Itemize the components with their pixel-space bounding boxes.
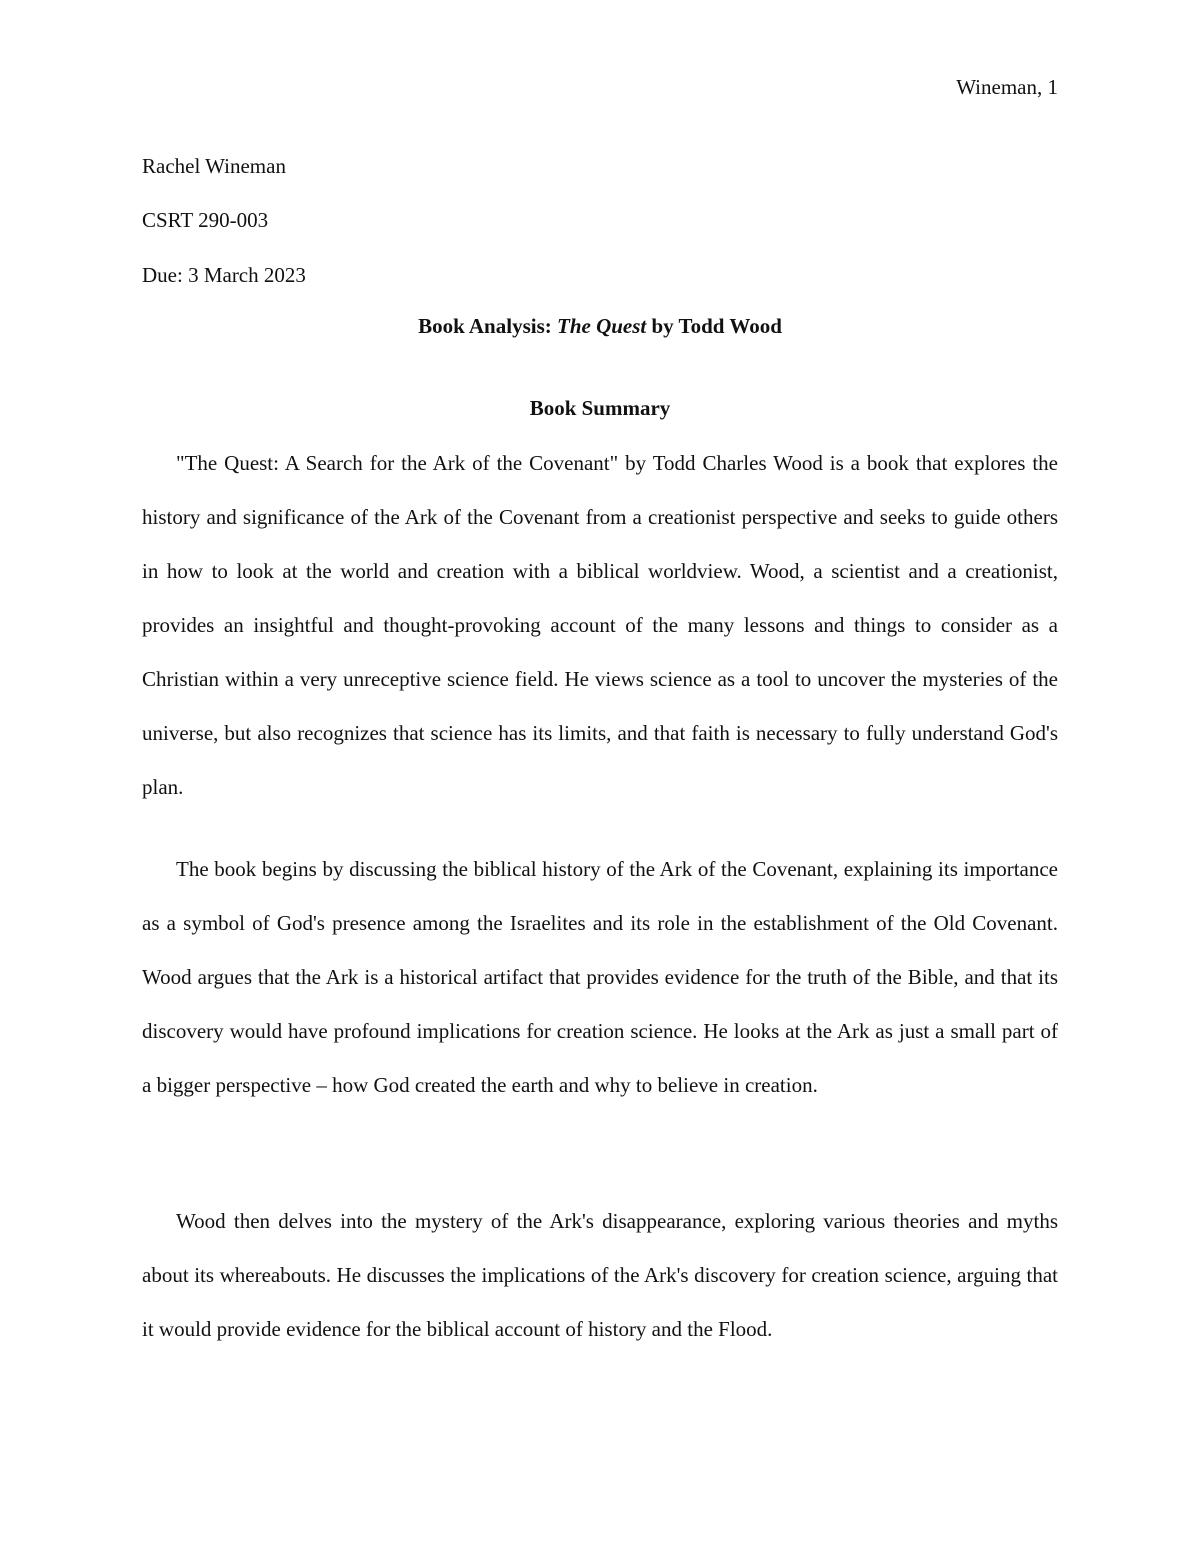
document-title (142, 313, 1058, 339)
due-date: Due: 3 March 2023 (142, 263, 306, 287)
paragraph-2: The book begins by discussing the biblical history of the Ark of the Covenant, explaining its importance as a symbol of God's presence among the Israelites and its role in the establishment of the Old Covenant. Wood argues that the Ark is a historical artifact that provides evidence for the truth of the Bible, and that its discovery would have profound implications for creation science. He looks at the Ark as just a small part of a bigger perspective – how God created the earth and why to believe in creation. (142, 857, 1058, 1097)
title-prefix: Book Analysis: (418, 314, 557, 338)
paragraph-1: "The Quest: A Search for the Ark of the Covenant" by Todd Charles Wood is a book that explores the history and significance of the Ark of the Covenant from a creationist perspective and seeks to guide others in how to look at the world and creation with a biblical worldview. Wood, a scientist and a creationist, provides an insightful and thought-provoking account of the many lessons and things to consider as a Christian within a very unreceptive science field. He views science as a tool to uncover the mysteries of the universe, but also recognizes that science has its limits, and that faith is necessary to fully understand God's plan. (142, 451, 1058, 799)
title-book-name: The Quest (557, 314, 647, 338)
running-head: Wineman, 1 (956, 75, 1058, 99)
course-code: CSRT 290-003 (142, 208, 269, 232)
title-suffix: by Todd Wood (646, 314, 782, 338)
section-heading: Book Summary (529, 396, 671, 420)
paragraph-3: Wood then delves into the mystery of the Ark's disappearance, exploring various theories and myths about its whereabouts. He discusses the implications of the Ark's discovery for creation science, arguing that it would provide evidence for the biblical account of history and the Flood. (142, 1209, 1058, 1341)
author-name: Rachel Wineman (142, 154, 286, 178)
